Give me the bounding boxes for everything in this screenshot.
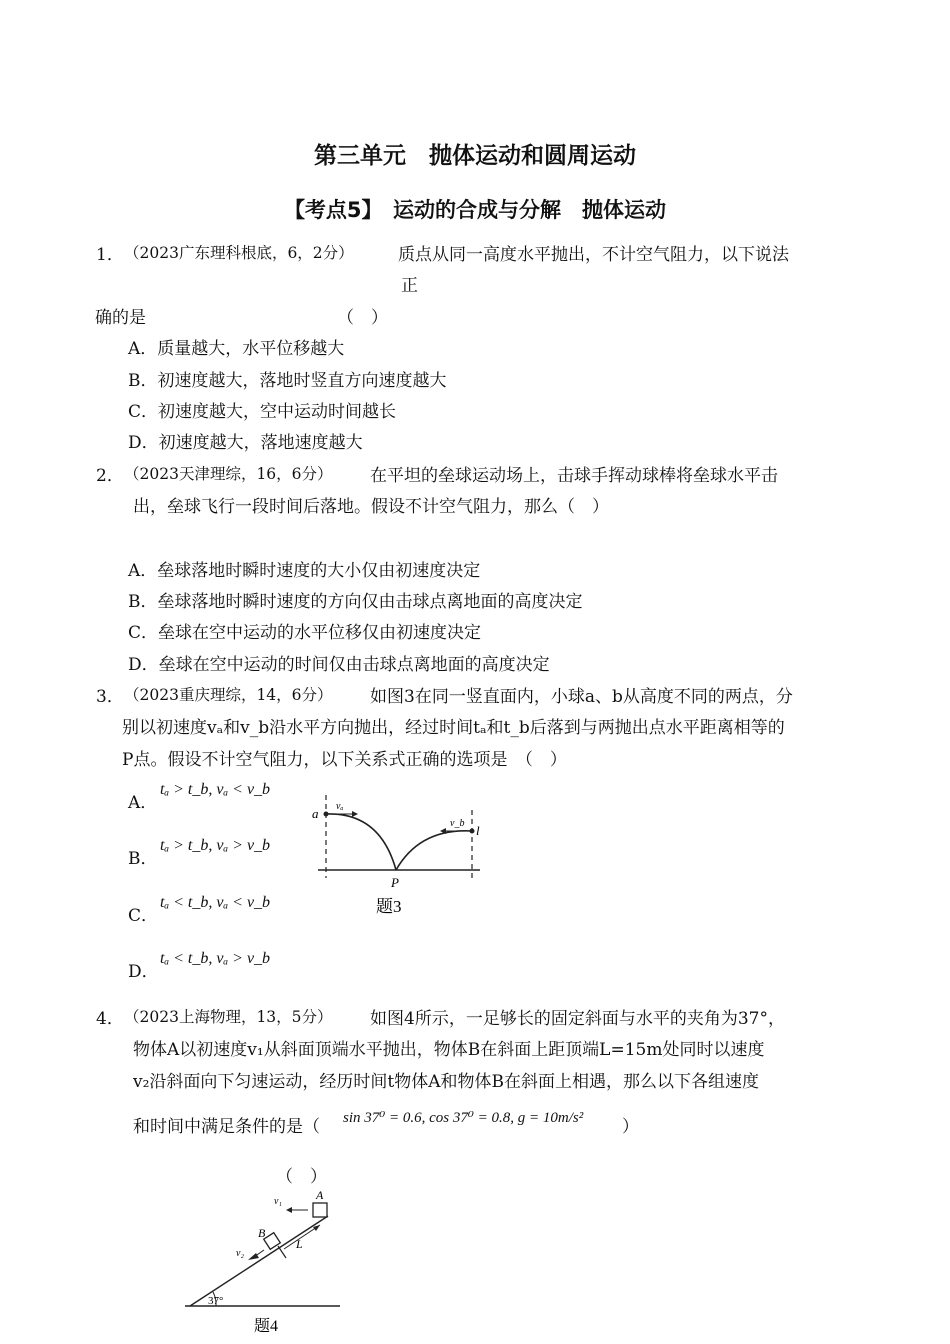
- question-stem: 如图4所示，一足够长的固定斜面与水平的夹角为37°，: [370, 1009, 785, 1029]
- option: B．垒球落地时瞬时速度的方向仅由击球点离地面的高度决定: [128, 592, 583, 612]
- label-vb: v_b: [450, 818, 465, 829]
- question-stem-word: 正: [401, 276, 418, 296]
- figure-3-diagram: [300, 790, 500, 920]
- block-a: [313, 1203, 327, 1217]
- option: C．垒球在空中运动的水平位移仅由初速度决定: [128, 623, 482, 643]
- trajectory-a: [326, 814, 396, 870]
- arrowhead-a: [352, 811, 358, 817]
- option-formula: tₐ > t_b, vₐ < v_b: [160, 781, 271, 798]
- unit-title: 第三单元 抛体运动和圆周运动: [314, 143, 636, 169]
- stem-close: ）: [622, 1117, 639, 1137]
- option-label: C．: [128, 906, 159, 926]
- question-stem: 别以初速度vₐ和v_b沿水平方向抛出，经过时间tₐ和t_b后落到与两抛出点水平距离相等的: [122, 718, 785, 738]
- arrowhead-v1: [286, 1207, 292, 1213]
- figure-caption: 题3: [376, 897, 402, 916]
- question-stem: v₂沿斜面向下匀速运动，经历时间t物体A和物体B在斜面上相遇，那么以下各组速度: [133, 1072, 760, 1092]
- option: A．垒球落地时瞬时速度的大小仅由初速度决定: [128, 561, 481, 581]
- option: D．初速度越大，落地速度越大: [128, 433, 363, 453]
- label-b: l: [476, 823, 480, 838]
- option: D．垒球在空中运动的时间仅由击球点离地面的高度决定: [128, 655, 550, 675]
- figure-4-diagram: [180, 1186, 350, 1342]
- label-va: vₐ: [336, 801, 344, 812]
- label-p: P: [391, 875, 399, 890]
- option: C．初速度越大，空中运动时间越长: [128, 402, 397, 422]
- section-title: 【考点5】 运动的合成与分解 抛体运动: [283, 198, 667, 222]
- question-stem: 质点从同一高度水平抛出，不计空气阻力，以下说法: [398, 245, 789, 265]
- trajectory-b: [396, 831, 472, 870]
- question-stem: 如图3在同一竖直面内，小球a、b从高度不同的两点，分: [370, 687, 793, 707]
- question-source: （2023重庆理综，14，6分）: [124, 686, 333, 704]
- question-number: 1．: [96, 245, 124, 265]
- question-number: 4．: [96, 1009, 124, 1029]
- answer-bracket: （ ）: [276, 1167, 327, 1187]
- option: A．质量越大，水平位移越大: [128, 339, 345, 359]
- question-stem: 在平坦的垒球运动场上，击球手挥动球棒将垒球水平击: [370, 466, 778, 486]
- label-angle: 37°: [208, 1295, 224, 1307]
- question-stem: 出，垒球飞行一段时间后落地。假设不计空气阻力，那么（ ）: [133, 497, 609, 517]
- question-stem: P点。假设不计空气阻力，以下关系式正确的选项是 （ ）: [122, 750, 567, 770]
- option-formula: tₐ < t_b, vₐ > v_b: [160, 950, 271, 967]
- label-a: a: [312, 806, 319, 821]
- distance-tick: [278, 1246, 286, 1258]
- option-label: B．: [128, 849, 158, 869]
- ball-a: [324, 812, 329, 817]
- question-stem: 物体A以初速度v₁从斜面顶端水平抛出，物体B在斜面上距顶端L=15m处同时以速度: [133, 1040, 765, 1060]
- block-b: [264, 1233, 281, 1250]
- question-source: （2023上海物理，13，5分）: [124, 1008, 333, 1026]
- question-stem: 和时间中满足条件的是（: [133, 1117, 320, 1137]
- question-source: （2023天津理综，16，6分）: [124, 465, 333, 483]
- answer-bracket: （ ）: [337, 308, 388, 328]
- label-v2: v₂: [236, 1248, 244, 1259]
- option-label: A．: [128, 793, 158, 813]
- label-l: L: [296, 1237, 303, 1251]
- question-source: （2023广东理科根底，6，2分）: [124, 244, 354, 262]
- question-stem: 确的是: [95, 308, 146, 328]
- question-number: 2．: [96, 466, 124, 486]
- label-v1: v₁: [274, 1196, 282, 1207]
- figure-caption: 题4: [254, 1318, 279, 1335]
- label-b: B: [258, 1226, 266, 1240]
- option: B．初速度越大，落地时竖直方向速度越大: [128, 371, 447, 391]
- given-values: sin 37⁰ = 0.6, cos 37⁰ = 0.8, g = 10m/s²: [343, 1110, 584, 1126]
- option-label: D．: [128, 962, 159, 982]
- ball-b: [470, 829, 475, 834]
- label-a: A: [316, 1188, 324, 1202]
- option-formula: tₐ > t_b, vₐ > v_b: [160, 837, 271, 854]
- option-formula: tₐ < t_b, vₐ < v_b: [160, 894, 271, 911]
- question-number: 3．: [96, 687, 124, 707]
